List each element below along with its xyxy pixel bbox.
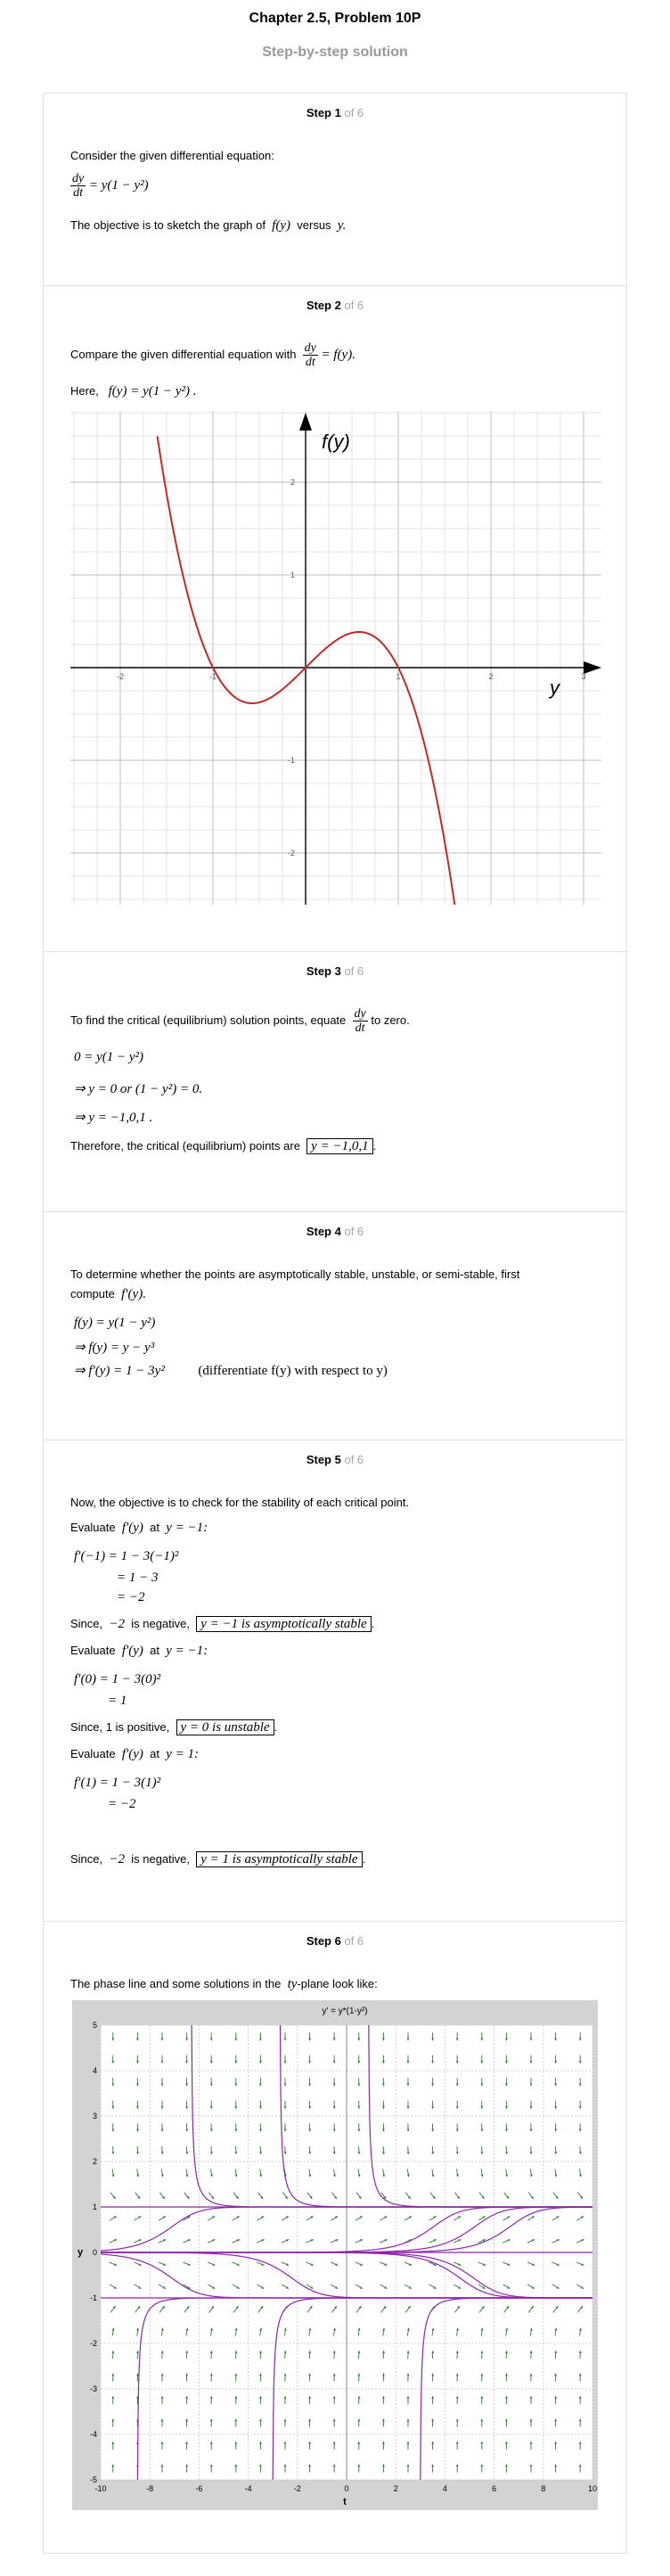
step-5-section [43,1440,627,1921]
step-5-calc-3-line-2: = −2 [108,1797,136,1811]
y-axis-label: y [550,677,560,699]
step-2-compare: Compare the given differential equation with $\frac{dy}{dt}$ = f(y). [70,341,355,369]
step-3-header: Step 3 of 6 [306,964,364,978]
plot-y-tick: -2 [89,2339,97,2348]
plot-y-tick: 1 [92,2203,97,2211]
step-1-intro: Consider the given differential equation: [70,149,274,162]
plot-x-tick: 4 [442,2484,447,2493]
step-2-header: Step 2 of 6 [306,299,364,312]
x-tick-label: -1 [208,672,217,681]
y-tick-label: -2 [287,849,295,857]
step-3-conclusion: Therefore, the critical (equilibrium) points are y = −1,0,1 . [70,1139,377,1153]
y-tick-label: -1 [287,756,295,765]
step-2-section [43,285,627,951]
plot-y-tick: 5 [92,2021,97,2030]
stability-box-zero: y = 0 is unstable [176,1719,274,1735]
step-3-line-2: ⇒ y = 0 or (1 − y²) = 0. [74,1082,203,1096]
step-3-intro: To find the critical (equilibrium) solution points, equate $\frac{dy}{dt}$ to zero. [70,1007,410,1035]
solution-subtitle: Step-by-step solution [262,45,408,60]
plot-x-tick: 6 [492,2484,497,2493]
chapter-title: Chapter 2.5, Problem 10P [249,11,421,26]
step-1-objective: The objective is to sketch the graph of f(y) versus y. [70,218,347,233]
plot-x-tick: -8 [146,2484,154,2493]
x-tick-label: -2 [116,672,125,681]
stability-box-one: y = 1 is asymptotically stable [196,1851,362,1867]
step-6-header: Step 6 of 6 [306,1934,364,1948]
step-2-here: Here, f(y) = y(1 − y²) . [70,384,197,398]
step-5-eval-2: Evaluate f′(y) at y = −1: [70,1644,208,1658]
x-tick-label: 2 [488,672,494,681]
plot-y-tick: 3 [92,2112,97,2121]
step-5-calc-1-line-2: = 1 − 3 [117,1571,159,1585]
plot-y-tick: -3 [89,2384,97,2393]
plot-y-tick: 0 [92,2248,97,2257]
plot-x-tick: 2 [393,2484,398,2493]
step-4-intro-2: compute f′(y). [70,1287,146,1301]
step-5-calc-2-line-2: = 1 [108,1694,127,1708]
x-axis-arrow [584,661,601,674]
step-4-section [43,1211,627,1440]
step-4-header: Step 4 of 6 [306,1225,364,1238]
plot-y-label: y [78,2247,84,2258]
step-4-line-2: ⇒ f(y) = y − y³ [74,1341,155,1355]
step-3-line-3: ⇒ y = −1,0,1 . [74,1111,153,1125]
step-5-since-2: Since, 1 is positive, y = 0 is unstable . [70,1720,278,1735]
plot-y-tick: -1 [89,2293,97,2302]
fy-axis-label: f(y) [322,431,350,453]
plot-y-tick: 4 [92,2066,97,2075]
step-5-calc-3-line-1: f′(1) = 1 − 3(1)² [74,1776,161,1790]
plot-x-tick: 10 [587,2484,598,2493]
step-3-line-1: 0 = y(1 − y²) [74,1050,144,1064]
step-4-line-1: f(y) = y(1 − y²) [74,1316,156,1330]
x-tick-label: 1 [396,672,401,681]
step-5-eval-3: Evaluate f′(y) at y = 1: [70,1747,200,1761]
step-1-section [43,93,627,285]
fy-graph [70,411,601,905]
step-5-header: Step 5 of 6 [306,1453,364,1466]
plot-x-tick: 8 [541,2484,546,2493]
plot-title: y' = y*(1-y²) [322,2006,368,2016]
plot-x-tick: -2 [293,2484,301,2493]
direction-field-plot [72,2000,598,2510]
plot-y-tick: 2 [92,2157,97,2166]
x-tick-label: 3 [581,672,586,681]
y-tick-label: 2 [290,478,295,487]
critical-points-box: y = −1,0,1 [306,1138,372,1154]
plot-x-tick: 0 [344,2484,349,2493]
step-3-section [43,951,627,1211]
step-1-equation: $\frac{dy}{dt}$ = y(1 − y²) [72,172,149,200]
step-5-calc-1-line-1: f′(−1) = 1 − 3(−1)² [74,1549,179,1563]
step-5-calc-1-line-3: = −2 [117,1590,145,1604]
step-4-intro-1: To determine whether the points are asymptotically stable, unstable, or semi-stable, first [70,1267,520,1281]
step-1-header: Step 1 of 6 [306,106,364,119]
step-6-intro: The phase line and some solutions in the ty-plane look like: [70,1977,378,1991]
x-tick-labels [117,672,586,681]
y-tick-label: 1 [290,570,295,579]
y-axis-arrow [299,413,312,431]
plot-y-tick: -4 [89,2430,97,2439]
plot-x-tick: -6 [195,2484,203,2493]
step-6-section [43,1921,627,2554]
plot-x-tick: -4 [244,2484,252,2493]
step-4-line-3: ⇒ f′(y) = 1 − 3y² (differentiate f(y) with respect to y) [74,1364,388,1378]
step-5-since-3: Since, −2 is negative, y = 1 is asymptotically stable . [70,1852,366,1866]
step-5-intro: Now, the objective is to check for the stability of each critical point. [70,1496,410,1509]
step-5-eval-1: Evaluate f′(y) at y = −1: [70,1521,208,1535]
graph-grid [70,411,601,905]
step-5-calc-2-line-1: f′(0) = 1 − 3(0)² [74,1672,161,1686]
step-5-since-1: Since, −2 is negative, y = −1 is asymptotically stable . [70,1617,375,1631]
plot-x-label: t [343,2497,347,2507]
stability-box-minus-one: y = −1 is asymptotically stable [196,1616,371,1632]
plot-y-tick: -5 [89,2475,97,2484]
plot-x-tick: -10 [94,2484,107,2493]
